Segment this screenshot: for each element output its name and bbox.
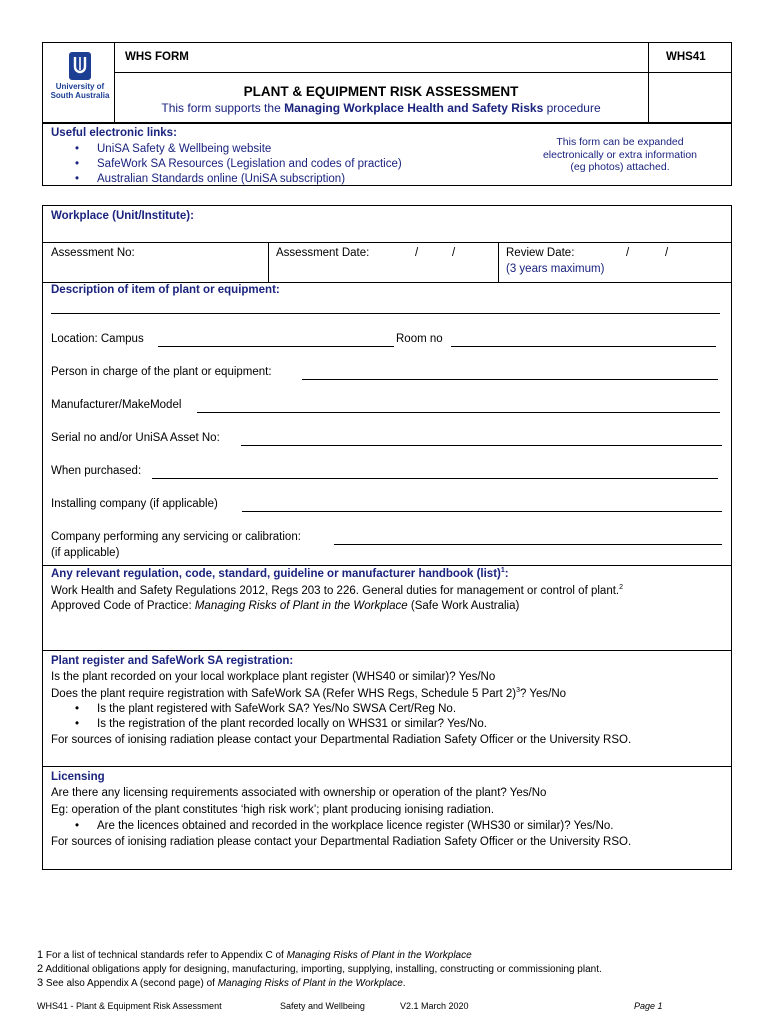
regulation-line1-sup: 2 bbox=[619, 584, 624, 591]
installing-label: Installing company (if applicable) bbox=[51, 498, 218, 510]
workplace-label: Workplace (Unit/Institute): bbox=[51, 210, 194, 222]
regulation-line2-suffix: (Safe Work Australia) bbox=[407, 600, 520, 612]
assessment-date-label: Assessment Date: bbox=[276, 247, 370, 259]
footer-dept: Safety and Wellbeing bbox=[280, 1001, 365, 1011]
assessment-date-sep2: / bbox=[452, 247, 456, 259]
description-input-line[interactable] bbox=[51, 313, 720, 314]
form-line-5 bbox=[42, 766, 732, 767]
form-vline-1 bbox=[268, 242, 269, 282]
expand-note bbox=[520, 136, 720, 174]
header-divider-h bbox=[114, 72, 732, 73]
regulation-line1-text: Work Health and Safety Regulations 2012, Regs 203 to 226. General duties for management or control of plant. bbox=[51, 584, 620, 597]
licensing-q1: Are there any licensing requirements associated with ownership or operation of the plant? Yes/No bbox=[51, 787, 547, 799]
purchased-input[interactable] bbox=[152, 478, 718, 479]
review-date-sep2: / bbox=[665, 247, 669, 259]
unisa-logo bbox=[48, 52, 112, 100]
person-input[interactable] bbox=[302, 379, 718, 380]
manufacturer-label: Manufacturer/MakeModel bbox=[51, 399, 182, 411]
register-q2-suffix: ? Yes/No bbox=[520, 687, 567, 700]
footnote-2-text: Additional obligations apply for designing, manufacturing, importing, supplying, installing, constructing or commissioning plant. bbox=[43, 964, 602, 975]
description-heading: Description of item of plant or equipment: bbox=[51, 284, 280, 296]
installing-input[interactable] bbox=[242, 511, 722, 512]
servicing-note: (if applicable) bbox=[51, 547, 120, 559]
regulation-heading-text: Any relevant regulation, code, standard, guideline or manufacturer handbook (list) bbox=[51, 567, 501, 580]
form-line-1 bbox=[42, 242, 732, 243]
register-q2 bbox=[51, 687, 566, 700]
serial-label: Serial no and/or UniSA Asset No: bbox=[51, 432, 220, 444]
licensing-eg: Eg: operation of the plant constitutes ‘high risk work’; plant producing ionising radiation. bbox=[51, 804, 495, 816]
regulation-heading-sup: 1 bbox=[500, 567, 505, 574]
header-divider-v2 bbox=[648, 42, 649, 123]
register-q1: Is the plant recorded on your local workplace plant register (WHS40 or similar)? Yes/No bbox=[51, 671, 496, 683]
assessment-date-sep1: / bbox=[415, 247, 419, 259]
licensing-bullet: • Are the licences obtained and recorded in the workplace licence register (WHS30 or similar)? Yes/No. bbox=[97, 820, 613, 832]
review-date-sep1: / bbox=[626, 247, 630, 259]
footer-page: Page 1 bbox=[634, 1001, 663, 1011]
regulation-line2-italic: Managing Risks of Plant in the Workplace bbox=[194, 600, 408, 612]
manufacturer-input[interactable] bbox=[197, 412, 720, 413]
footnote-3-suffix: . bbox=[402, 978, 406, 989]
logo-line2: South Australia bbox=[50, 91, 110, 100]
register-radiation: For sources of ionising radiation please contact your Departmental Radiation Safety Officer or the University RSO. bbox=[51, 734, 632, 746]
footnote-3-italic: Managing Risks of Plant in the Workplace bbox=[217, 978, 403, 989]
regulation-line1 bbox=[51, 584, 623, 597]
form-line-3 bbox=[42, 565, 732, 566]
regulation-heading bbox=[51, 567, 509, 580]
subtitle-procedure-link[interactable]: Managing Workplace Health and Safety Risks bbox=[284, 101, 544, 115]
footnote-1-prefix: For a list of technical standards refer to Appendix C of bbox=[43, 950, 287, 961]
form-line-2 bbox=[42, 282, 732, 283]
link-safety-wellbeing[interactable]: • UniSA Safety & Wellbeing website bbox=[97, 143, 271, 155]
assessment-no-label: Assessment No: bbox=[51, 247, 135, 259]
form-line-4 bbox=[42, 650, 732, 651]
campus-input[interactable] bbox=[158, 346, 394, 347]
review-date-label: Review Date: bbox=[506, 247, 575, 259]
regulation-line2 bbox=[51, 600, 519, 612]
form-vline-2 bbox=[498, 242, 499, 282]
register-q2-sup: 3 bbox=[516, 687, 521, 694]
location-label: Location: Campus bbox=[51, 333, 144, 345]
footer-doc: WHS41 - Plant & Equipment Risk Assessment bbox=[37, 1001, 222, 1011]
logo-line1: University of bbox=[55, 82, 105, 91]
footnote-3 bbox=[37, 977, 406, 989]
unisa-logo-icon bbox=[69, 52, 91, 80]
review-date-note: (3 years maximum) bbox=[506, 263, 605, 275]
licensing-heading: Licensing bbox=[51, 771, 105, 783]
regulation-line2-prefix: Approved Code of Practice: bbox=[51, 600, 195, 612]
room-label: Room no bbox=[396, 333, 443, 345]
footnote-1-italic: Managing Risks of Plant in the Workplace bbox=[286, 950, 472, 961]
serial-input[interactable] bbox=[241, 445, 722, 446]
footnote-1 bbox=[37, 949, 472, 961]
servicing-input[interactable] bbox=[334, 544, 722, 545]
register-bullet1: • Is the plant registered with SafeWork SA? Yes/No SWSA Cert/Reg No. bbox=[97, 703, 456, 715]
register-q2-text: Does the plant require registration with SafeWork SA (Refer WHS Regs, Schedule 5 Part 2) bbox=[51, 687, 517, 700]
page-subtitle bbox=[114, 101, 648, 115]
room-input[interactable] bbox=[451, 346, 716, 347]
link-australian-standards[interactable]: • Australian Standards online (UniSA subscription) bbox=[97, 173, 345, 185]
expand-note-line1: This form can be expanded bbox=[556, 136, 684, 148]
links-heading: Useful electronic links: bbox=[51, 127, 177, 139]
footnote-2-num: 2 bbox=[37, 963, 44, 975]
form-label: WHS FORM bbox=[125, 51, 189, 63]
register-bullet2: • Is the registration of the plant recorded locally on WHS31 or similar? Yes/No. bbox=[97, 718, 487, 730]
form-code: WHS41 bbox=[666, 51, 706, 63]
regulation-heading-colon: : bbox=[504, 567, 509, 580]
footnote-2 bbox=[37, 963, 602, 975]
footer-version: V2.1 March 2020 bbox=[400, 1001, 469, 1011]
link-safework-resources[interactable]: • SafeWork SA Resources (Legislation and codes of practice) bbox=[97, 158, 402, 170]
expand-note-line3: (eg photos) attached. bbox=[570, 161, 670, 173]
purchased-label: When purchased: bbox=[51, 465, 142, 477]
subtitle-suffix: procedure bbox=[543, 101, 601, 115]
footnote-1-num: 1 bbox=[37, 949, 44, 961]
expand-note-line2: electronically or extra information bbox=[542, 148, 698, 161]
workplace-input[interactable] bbox=[240, 208, 720, 238]
page-title: PLANT & EQUIPMENT RISK ASSESSMENT bbox=[243, 84, 519, 99]
footnote-3-num: 3 bbox=[37, 977, 44, 989]
licensing-radiation: For sources of ionising radiation please contact your Departmental Radiation Safety Officer or the University RSO. bbox=[51, 836, 632, 848]
register-heading: Plant register and SafeWork SA registration: bbox=[51, 655, 294, 667]
servicing-label: Company performing any servicing or calibration: bbox=[51, 531, 301, 543]
subtitle-prefix: This form supports the bbox=[161, 101, 285, 115]
footnote-3-prefix: See also Appendix A (second page) of bbox=[43, 978, 218, 989]
person-label: Person in charge of the plant or equipment: bbox=[51, 366, 272, 378]
